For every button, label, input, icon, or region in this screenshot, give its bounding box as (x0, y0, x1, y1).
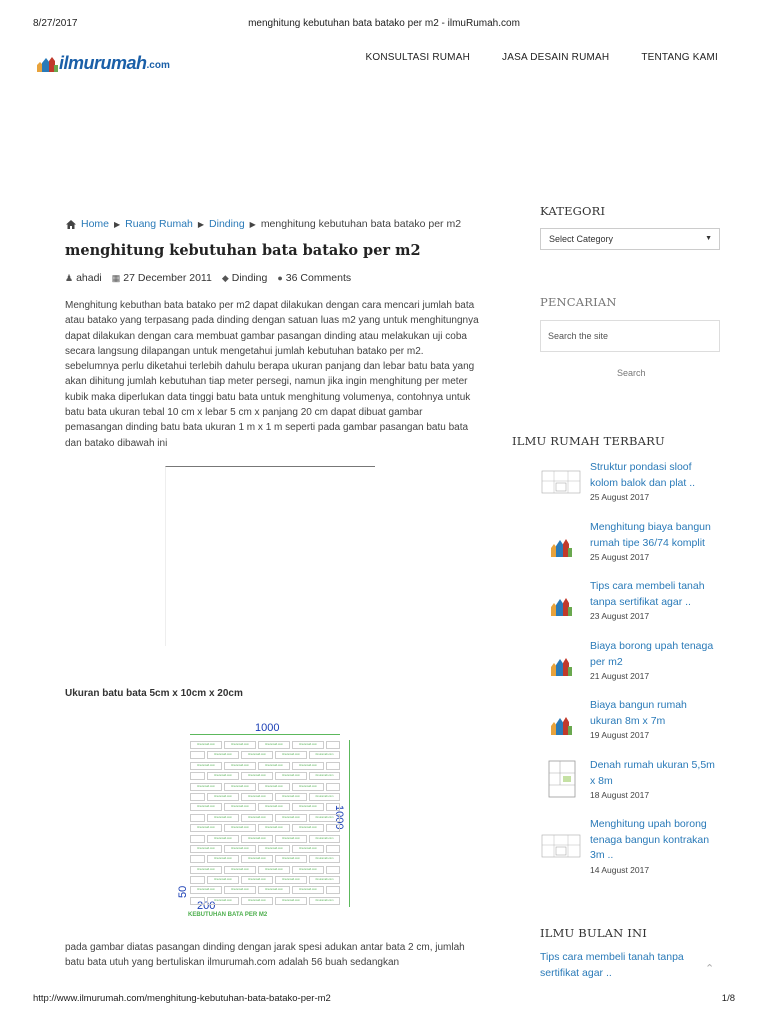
brick (190, 814, 205, 822)
post-image-placeholder (165, 466, 375, 646)
author-name: ahadi (76, 272, 102, 284)
brick: ilmurumah.com (275, 814, 307, 822)
brick: ilmurumah.com (224, 803, 256, 811)
category-select[interactable] (540, 228, 720, 250)
breadcrumb-dinding[interactable]: Dinding (209, 218, 245, 230)
recent-post-title[interactable]: Struktur pondasi sloof kolom balok dan plat .. (590, 461, 696, 489)
brick: ilmurumah.com (275, 855, 307, 863)
comments-text: 36 Comments (285, 272, 352, 284)
recent-post-date: 19 August 2017 (590, 730, 650, 740)
brick (326, 866, 340, 874)
tag-icon: ◆ (221, 272, 229, 283)
brick (326, 803, 340, 811)
print-footer (33, 993, 735, 1007)
brick: ilmurumah.com (292, 866, 324, 874)
scroll-to-top-icon[interactable]: ⌃ (705, 963, 715, 975)
post-meta (65, 272, 351, 284)
brick: ilmurumah.com (190, 783, 222, 791)
dimension-line-top (190, 734, 340, 735)
brick: ilmurumah.com (241, 793, 273, 801)
brick: ilmurumah.com (241, 876, 273, 884)
brick (190, 793, 205, 801)
brick: ilmurumah.com (309, 793, 340, 801)
brick: ilmurumah.com (292, 741, 324, 749)
brick (190, 876, 205, 884)
category-text: Dinding (231, 272, 268, 284)
main-nav (366, 52, 719, 63)
chevron-right-icon: ▶ (197, 219, 205, 229)
brick: ilmurumah.com (241, 751, 273, 759)
brick: ilmurumah.com (309, 876, 340, 884)
nav-jasa-desain-rumah[interactable]: JASA DESAIN RUMAH (502, 52, 610, 63)
print-date: 8/27/2017 (33, 18, 78, 29)
figure-label: KEBUTUHAN BATA PER M2 (188, 912, 268, 918)
brick: ilmurumah.com (224, 762, 256, 770)
brick: ilmurumah.com (190, 845, 222, 853)
dimension-bottom: 200 (197, 900, 216, 912)
home-icon (66, 220, 76, 229)
brick: ilmurumah.com (258, 886, 290, 894)
brick: ilmurumah.com (241, 897, 273, 905)
post-author[interactable] (65, 272, 102, 284)
widget-title-pencarian: PENCARIAN (540, 295, 617, 309)
brick: ilmurumah.com (190, 762, 222, 770)
brick-row (190, 844, 340, 854)
brick-row (190, 792, 340, 802)
breadcrumb-ruang-rumah[interactable]: Ruang Rumah (125, 218, 193, 230)
logo-suffix: .com (146, 60, 170, 71)
brick (326, 845, 340, 853)
breadcrumb-current: menghitung kebutuhan bata batako per m2 (260, 218, 462, 230)
brick (326, 762, 340, 770)
search-input[interactable]: Search the site (540, 320, 720, 352)
brick: ilmurumah.com (275, 772, 307, 780)
brick: ilmurumah.com (275, 793, 307, 801)
brick: ilmurumah.com (224, 741, 256, 749)
search-button[interactable]: Search (617, 368, 646, 378)
post-category[interactable] (222, 272, 268, 284)
user-icon: ♟ (65, 272, 74, 283)
brick-wall-figure (175, 720, 375, 920)
brick: ilmurumah.com (275, 876, 307, 884)
brick-row (190, 823, 340, 833)
brick: ilmurumah.com (207, 814, 239, 822)
brick (326, 783, 340, 791)
nav-tentang-kami[interactable]: TENTANG KAMI (641, 52, 718, 63)
dimension-top: 1000 (255, 722, 280, 734)
plan-icon[interactable] (540, 461, 582, 503)
brick (326, 741, 340, 749)
brick-row (190, 885, 340, 895)
brick-row (190, 813, 340, 823)
brick: ilmurumah.com (292, 762, 324, 770)
brick: ilmurumah.com (207, 793, 239, 801)
brick: ilmurumah.com (224, 845, 256, 853)
brick-row (190, 782, 340, 792)
brick-row (190, 750, 340, 760)
houses-icon[interactable] (540, 699, 582, 741)
brick: ilmurumah.com (241, 814, 273, 822)
dimension-left: 50 (177, 885, 189, 898)
brick: ilmurumah.com (292, 824, 324, 832)
brick: ilmurumah.com (258, 762, 290, 770)
houses-icon[interactable] (540, 640, 582, 682)
brick (326, 886, 340, 894)
category-select-value: Select Category (549, 234, 614, 244)
brick: ilmurumah.com (224, 824, 256, 832)
brick-row (190, 834, 340, 844)
site-logo[interactable] (36, 54, 170, 72)
widget-title-bulan: ILMU BULAN INI (540, 926, 648, 940)
print-page-number: 1/8 (721, 993, 735, 1004)
brick: ilmurumah.com (190, 803, 222, 811)
logo-text: ilmurumah (59, 53, 147, 73)
brick: ilmurumah.com (292, 803, 324, 811)
brick: ilmurumah.com (241, 855, 273, 863)
brick: ilmurumah.com (258, 845, 290, 853)
nav-konsultasi-rumah[interactable]: KONSULTASI RUMAH (365, 52, 471, 63)
brick: ilmurumah.com (207, 897, 239, 905)
brick: ilmurumah.com (190, 741, 222, 749)
recent-post-date: 25 August 2017 (590, 492, 650, 502)
recent-post-date: 21 August 2017 (590, 671, 650, 681)
brick: ilmurumah.com (207, 855, 239, 863)
print-title: menghitung kebutuhan bata batako per m2 - ilmuRumah.com (248, 18, 520, 29)
brick-row (190, 875, 340, 885)
brick: ilmurumah.com (292, 886, 324, 894)
breadcrumb-home[interactable]: Home (81, 218, 110, 230)
brick (326, 824, 340, 832)
houses-icon[interactable] (540, 580, 582, 622)
recent-post-title[interactable]: Denah rumah ukuran 5,5m x 8m (590, 759, 715, 787)
brick: ilmurumah.com (207, 751, 239, 759)
recent-post-date: 14 August 2017 (590, 864, 650, 875)
recent-post-title[interactable]: Biaya bangun rumah ukuran 8m x 7m (590, 699, 687, 727)
plan-icon[interactable] (540, 825, 582, 867)
comments-icon: ● (277, 273, 283, 283)
post-date (112, 272, 212, 284)
post-paragraph-1: Menghitung kebuthan bata batako per m2 dapat dilakukan dengan cara mencari jumlah bata atau batako yang terpasang pada dinding dengan satuan luas m2 yang untuk menghitungnya dapat dilakukan dengan cara membuat gambar pasangan dinding atau melakukan uji coba secara langsung dilapangan untuk mengetahui jumlah kebutuhan batako per m2. sebelumnya perlu diketahui terlebih dahulu berapa ukuran panjang dan lebar batu bata yang akan dihitung jumlah kebutuhan tiap meter persegi, namun jika ingin menghitung per meter kubik maka diperlukan data tinggi batu bata untuk menghitung volumenya, contohnya untuk batu bata ukuran tebal 10 cm x lebar 5 cm x panjang 20 cm dapat dibuat gambar pemasangan dinding batu bata ukuran 1 m x 1 m seperti pada gambar pasangan batu bata dan batako dibawah ini (65, 300, 479, 449)
brick: ilmurumah.com (190, 824, 222, 832)
brick: ilmurumah.com (224, 886, 256, 894)
brick (190, 751, 205, 759)
brick: ilmurumah.com (292, 783, 324, 791)
brick-row (190, 771, 340, 781)
brick (190, 835, 205, 843)
brick-row (190, 896, 340, 906)
brick (190, 897, 205, 905)
brick-row (190, 761, 340, 771)
brick: ilmurumah.com (309, 814, 340, 822)
brick-row (190, 854, 340, 864)
date-text: 27 December 2011 (123, 272, 212, 284)
month-post-link[interactable]: Tips cara membeli tanah tanpa sertifikat agar .. (540, 951, 684, 979)
brick (190, 772, 205, 780)
brick: ilmurumah.com (207, 835, 239, 843)
brick: ilmurumah.com (258, 866, 290, 874)
houses-logo-icon (36, 56, 58, 72)
brick: ilmurumah.com (207, 772, 239, 780)
floorplan-icon[interactable] (540, 759, 582, 801)
image-caption: Ukuran batu bata 5cm x 10cm x 20cm (65, 688, 243, 699)
widget-title-terbaru: ILMU RUMAH TERBARU (512, 434, 665, 448)
recent-post-title[interactable]: Menghitung biaya bangun rumah tipe 36/74 komplit (590, 521, 711, 549)
dimension-right: 1000 (333, 805, 345, 830)
recent-post-title[interactable]: Menghitung upah borong tenaga bangun kontrakan 3m .. (590, 818, 710, 861)
widget-title-kategori: KATEGORI (540, 204, 606, 218)
calendar-icon: ▦ (111, 272, 121, 283)
brick: ilmurumah.com (241, 772, 273, 780)
brick: ilmurumah.com (309, 897, 340, 905)
brick: ilmurumah.com (190, 866, 222, 874)
brick (190, 855, 205, 863)
recent-post-date: 18 August 2017 (590, 790, 650, 800)
post-title: menghitung kebutuhan bata batako per m2 (65, 242, 421, 259)
brick: ilmurumah.com (275, 897, 307, 905)
brick: ilmurumah.com (309, 772, 340, 780)
brick: ilmurumah.com (241, 835, 273, 843)
brick-row (190, 740, 340, 750)
brick: ilmurumah.com (224, 866, 256, 874)
post-paragraph-2: pada gambar diatas pasangan dinding dengan jarak spesi adukan antar bata 2 cm, jumlah batu bata utuh yang bertuliskan ilmurumah.com adalah 56 buah sedangkan (65, 942, 465, 969)
brick-row (190, 802, 340, 812)
brick: ilmurumah.com (309, 835, 340, 843)
brick: ilmurumah.com (258, 824, 290, 832)
breadcrumb (66, 218, 461, 230)
brick-grid (190, 740, 340, 907)
dimension-line-right (349, 740, 350, 907)
chevron-right-icon: ▶ (249, 219, 256, 229)
houses-icon[interactable] (540, 521, 582, 563)
chevron-right-icon: ▶ (114, 219, 121, 229)
chevron-down-icon: ▼ (705, 235, 712, 242)
recent-post-date: 25 August 2017 (590, 552, 650, 562)
brick: ilmurumah.com (275, 751, 307, 759)
brick: ilmurumah.com (309, 751, 340, 759)
site-header (36, 50, 718, 80)
print-url: http://www.ilmurumah.com/menghitung-kebutuhan-bata-batako-per-m2 (33, 993, 331, 1004)
brick-row (190, 865, 340, 875)
brick: ilmurumah.com (224, 783, 256, 791)
brick: ilmurumah.com (258, 803, 290, 811)
brick: ilmurumah.com (258, 783, 290, 791)
brick: ilmurumah.com (207, 876, 239, 884)
brick: ilmurumah.com (190, 886, 222, 894)
post-comments[interactable] (277, 272, 351, 284)
brick: ilmurumah.com (309, 855, 340, 863)
print-header (33, 18, 735, 32)
recent-post-date: 23 August 2017 (590, 611, 650, 621)
brick: ilmurumah.com (275, 835, 307, 843)
recent-post-title[interactable]: Biaya borong upah tenaga per m2 (590, 640, 714, 668)
brick: ilmurumah.com (292, 845, 324, 853)
recent-post-title[interactable]: Tips cara membeli tanah tanpa sertifikat agar .. (590, 580, 705, 608)
brick: ilmurumah.com (258, 741, 290, 749)
